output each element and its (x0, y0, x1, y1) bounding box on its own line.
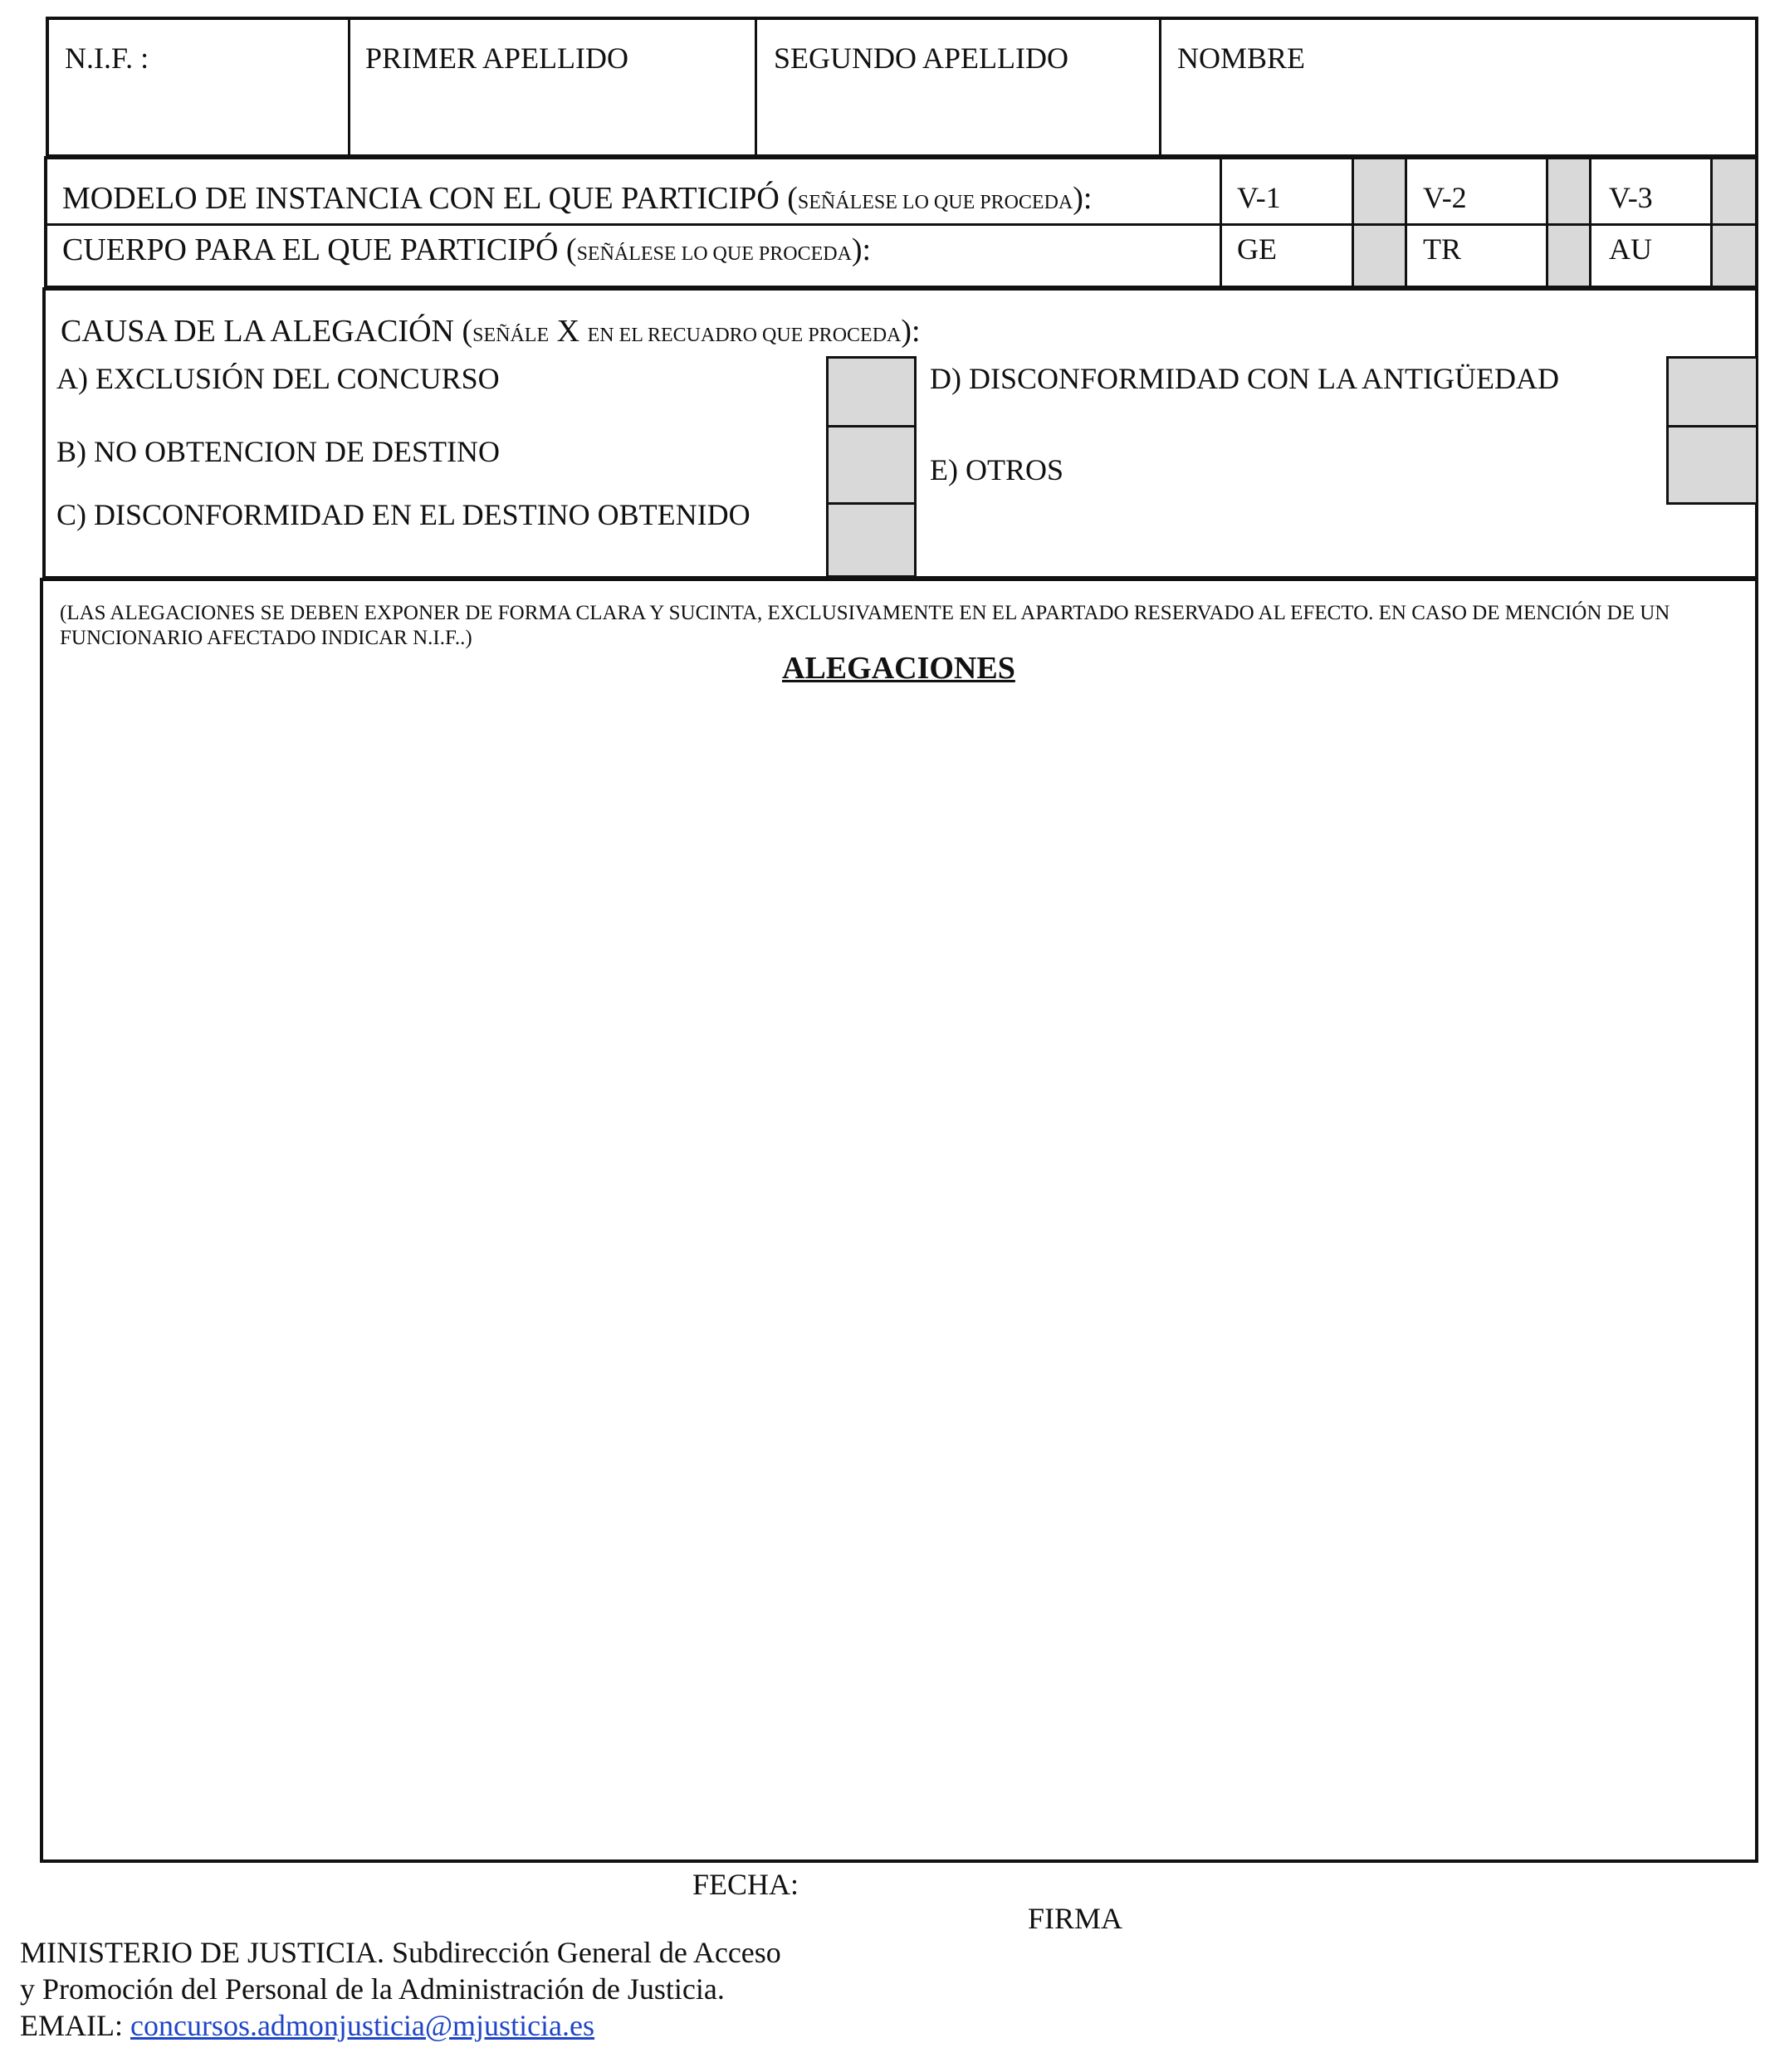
email-link[interactable]: concursos.admonjusticia@mjusticia.es (130, 2009, 595, 2042)
option-v2: V-2 (1423, 181, 1467, 214)
name-field[interactable] (1164, 80, 1753, 153)
option-tr: TR (1423, 232, 1462, 266)
first-surname-label: PRIMER APELLIDO (365, 42, 629, 75)
option-v3: V-3 (1609, 181, 1653, 214)
checkbox-a[interactable] (826, 356, 917, 428)
divider (348, 17, 350, 158)
nif-field[interactable] (51, 80, 345, 153)
divider (1220, 156, 1222, 289)
footer-line-1: MINISTERIO DE JUSTICIA. Subdirección General de Acceso (20, 1936, 781, 1969)
option-b-label: B) NO OBTENCION DE DESTINO (56, 435, 500, 468)
footer-email-line (20, 2007, 594, 2044)
name-label: NOMBRE (1177, 42, 1306, 75)
allegations-note: (LAS ALEGACIONES SE DEBEN EXPONER DE FORMA CLARA Y SUCINTA, EXCLUSIVAMENTE EN EL APARTADO RESERVADO AL EFECTO. EN CASO DE MENCIÓN DE UN FUNCIONARIO AFECTADO INDICAR N.I.F..) (60, 602, 1670, 649)
signature-label: FIRMA (1028, 1902, 1123, 1935)
option-a-label: A) EXCLUSIÓN DEL CONCURSO (56, 362, 500, 395)
checkbox-v1[interactable] (1352, 159, 1407, 286)
body-label: CUERPO PARA EL QUE PARTICIPÓ (SEÑÁLESE LO QUE PROCEDA): (62, 232, 872, 267)
nif-label: N.I.F. : (65, 42, 149, 75)
option-ge: GE (1237, 232, 1277, 266)
allegations-title: ALEGACIONES (782, 651, 1015, 686)
checkbox-v3[interactable] (1710, 159, 1755, 286)
divider (1220, 223, 1758, 226)
email-label: EMAIL: (20, 2009, 130, 2042)
option-c-label: C) DISCONFORMIDAD EN EL DESTINO OBTENIDO (56, 498, 750, 531)
second-surname-field[interactable] (760, 80, 1156, 153)
divider (755, 17, 757, 158)
option-e-label: E) OTROS (930, 453, 1063, 486)
divider (1159, 17, 1161, 158)
allegations-text-area[interactable] (46, 697, 1752, 1856)
cause-heading: CAUSA DE LA ALEGACIÓN (SEÑÁLE X EN EL RECUADRO QUE PROCEDA): (61, 314, 921, 349)
checkbox-e[interactable] (1666, 425, 1758, 505)
checkbox-c[interactable] (826, 502, 917, 578)
second-surname-label: SEGUNDO APELLIDO (774, 42, 1068, 75)
footer-line-2: y Promoción del Personal de la Administración de Justicia. (20, 1972, 725, 2006)
option-d-label: D) DISCONFORMIDAD CON LA ANTIGÜEDAD (930, 362, 1560, 395)
option-au: AU (1609, 232, 1652, 266)
checkbox-b[interactable] (826, 425, 917, 505)
option-v1: V-1 (1237, 181, 1281, 214)
checkbox-d[interactable] (1666, 356, 1758, 428)
date-label: FECHA: (692, 1868, 799, 1901)
first-surname-field[interactable] (353, 80, 751, 153)
model-label: MODELO DE INSTANCIA CON EL QUE PARTICIPÓ (SEÑÁLESE LO QUE PROCEDA): (62, 181, 1093, 216)
checkbox-v2[interactable] (1546, 159, 1591, 286)
